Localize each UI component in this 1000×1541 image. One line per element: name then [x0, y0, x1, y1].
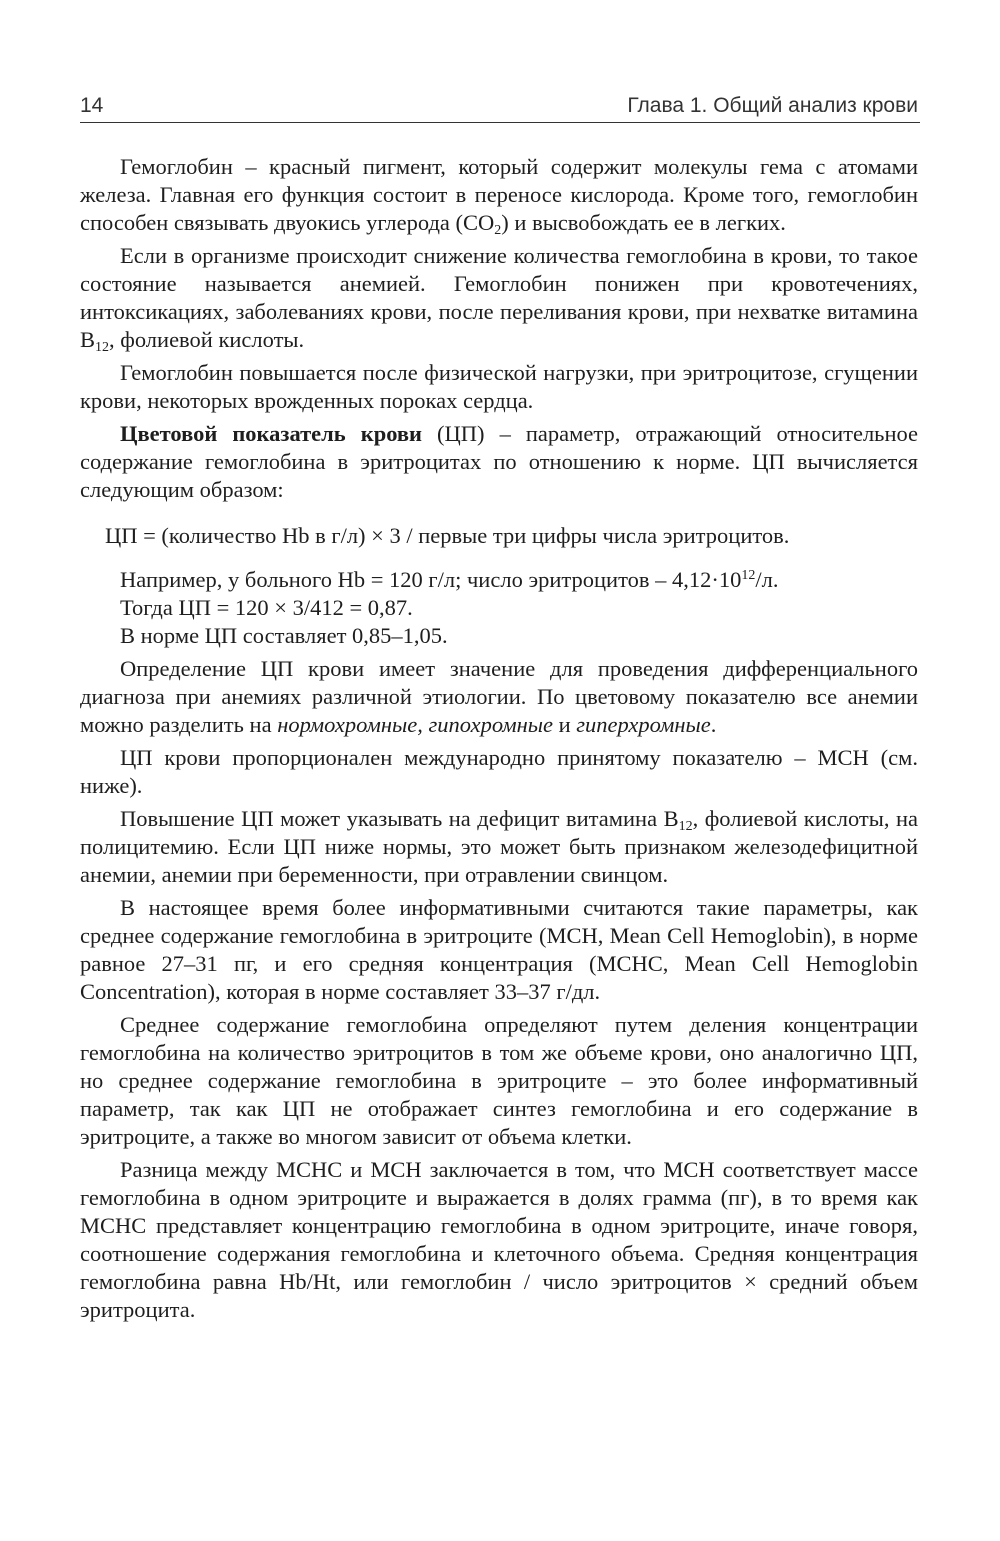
paragraph-mch-calculation: Среднее содержание гемоглобина определяют путем деления концентрации гемоглобина на количество эритроцитов в том же объеме крови, оно аналогично ЦП, но среднее содержание гемоглобина в эритроците – это более информативный параметр, так как ЦП не отображает синтез гемоглобина и его содержание в эритроците, а также во многом зависит от объема клетки.: [80, 1012, 918, 1149]
chapter-title: Глава 1. Общий анализ крови: [627, 94, 918, 117]
page-number: 14: [80, 94, 104, 117]
paragraph-hemoglobin-increase: Гемоглобин повышается после физической нагрузки, при эритроцитозе, сгущении крови, некоторых врожденных пороках сердца.: [80, 360, 918, 413]
page-body: [80, 153, 918, 1329]
paragraph-anemia: Если в организме происходит снижение количества гемоглобина в крови, то такое состояние называется анемией. Гемоглобин понижен при кровотечениях, интоксикациях, заболеваниях крови, после переливания крови, при нехватке витамина $B_{12}$, фолиевой кислоты.: [80, 243, 918, 355]
paragraph-differential-diagnosis: Определение ЦП крови имеет значение для проведения дифференциального диагноза при анемиях различной этиологии. По цветовому показателю все анемии можно разделить на нормохромные, гипохромные и гиперхромные.: [80, 656, 918, 737]
example-line-3: В норме ЦП составляет 0,85–1,05.: [120, 623, 448, 648]
example-line-2: Тогда ЦП = 120 × 3/412 = 0,87.: [120, 595, 413, 620]
running-header: [80, 88, 920, 123]
paragraph-hemoglobin-definition: Гемоглобин – красный пигмент, который содержит молекулы гема с атомами железа. Главная его функция состоит в переносе кислорода. Кроме того, гемоглобин способен связывать двуокись углерода $(CO_2)$ и высвобождать ее в легких.: [80, 154, 918, 238]
paragraph-mch-mchc: В настоящее время более информативными считаются такие параметры, как среднее содержание гемоглобина в эритроците (MCH, Mean Cell Hemoglobin), в норме равное 27–31 пг, и его средняя концентрация (MCHC, Mean Cell Hemoglobin Concentration), которая в норме составляет 33–37 г/дл.: [80, 895, 918, 1004]
paragraph-color-index-increase: Повышение ЦП может указывать на дефицит витамина $B_{12}$, фолиевой кислоты, на полицитемию. Если ЦП ниже нормы, это может быть признаком железодефицитной анемии, анемии при беременности, при отравлении свинцом.: [80, 806, 918, 887]
formula-color-index: ЦП = (количество Hb в г/л) × 3 / первые три цифры числа эритроцитов.: [105, 523, 790, 548]
paragraph-color-index: Цветовой показатель крови (ЦП) – параметр, отражающий относительное содержание гемоглобина в эритроцитах по отношению к норме. ЦП вычисляется следующим образом:: [80, 421, 918, 502]
term-color-index: Цветовой показатель крови: [120, 421, 423, 446]
paragraph-mchc-vs-mch: Разница между MCHC и MCH заключается в том, что MCH соответствует массе гемоглобина в одном эритроците и выражается в долях грамма (пг), в то время как MCHC представляет концентрацию гемоглобина в одном эритроците, иначе говоря, соотношение содержания гемоглобина и клеточного объема. Средняя концентрация гемоглобина равна Hb/Ht, или гемоглобин / число эритроцитов × средний объем эритроцита.: [80, 1157, 918, 1322]
paragraph-mch-proportional: ЦП крови пропорционален международно принятому показателю – MCH (см. ниже).: [80, 745, 918, 798]
example-line-1: Например, у больного Hb = 120 г/л; число эритроцитов – $4,12\cdot 10^{12}/л$.: [120, 567, 779, 592]
